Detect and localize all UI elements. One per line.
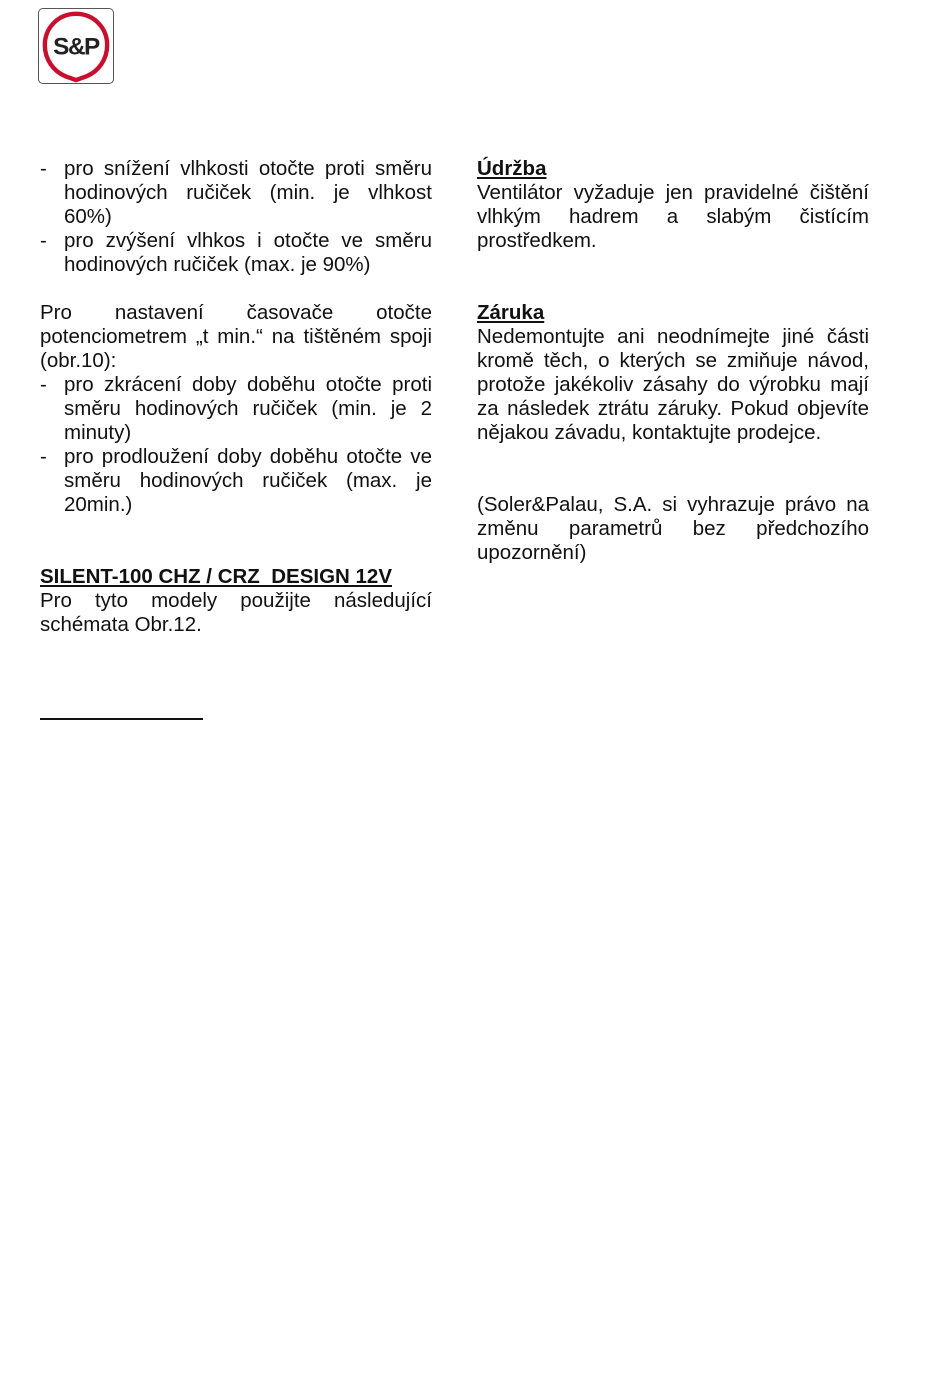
bullet-text: pro prodloužení doby doběhu otočte ve směru hodinových ručiček (max. je 20min.) bbox=[64, 445, 432, 516]
humidity-bullet-increase bbox=[40, 229, 432, 277]
timer-bullet-extend bbox=[40, 445, 432, 517]
sp-logo-icon bbox=[39, 9, 113, 83]
humidity-bullet-decrease bbox=[40, 157, 432, 229]
right-column bbox=[477, 157, 869, 565]
left-column bbox=[40, 157, 432, 637]
warranty-heading: Záruka bbox=[477, 301, 545, 324]
bullet-text: pro snížení vlhkosti otočte proti směru hodinových ručiček (min. je vlhkost 60%) bbox=[64, 157, 432, 228]
maintenance-text: Ventilátor vyžaduje jen pravidelné čištění vlhkým hadrem a slabým čistícím prostředkem. bbox=[477, 181, 869, 252]
logo-text: S&P bbox=[53, 33, 99, 61]
bullet-text: pro zvýšení vlhkos i otočte ve směru hodinových ručiček (max. je 90%) bbox=[64, 229, 432, 276]
bullet-dash: - bbox=[40, 445, 47, 468]
bullet-dash: - bbox=[40, 373, 47, 396]
timer-intro-paragraph: Pro nastavení časovače otočte potenciometrem „t min.“ na tištěném spoji (obr.10): bbox=[40, 301, 432, 372]
disclaimer-text: (Soler&Palau, S.A. si vyhrazuje právo na změnu parametrů bez předchozího upozornění) bbox=[477, 493, 869, 564]
company-logo bbox=[38, 8, 114, 84]
silent-section-heading: SILENT-100 CHZ / CRZ DESIGN 12V bbox=[40, 565, 392, 588]
bullet-dash: - bbox=[40, 157, 47, 180]
footnote-divider bbox=[40, 718, 203, 720]
silent-section-text: Pro tyto modely použijte následující schémata Obr.12. bbox=[40, 589, 432, 636]
timer-bullet-shorten bbox=[40, 373, 432, 445]
warranty-text: Nedemontujte ani neodnímejte jiné části kromě těch, o kterých se zmiňuje návod, protože jakékoliv zásahy do výrobku mají za následek ztrátu záruky. Pokud objevíte nějakou závadu, kontaktujte prodejce. bbox=[477, 325, 869, 444]
bullet-dash: - bbox=[40, 229, 47, 252]
maintenance-heading: Údržba bbox=[477, 157, 547, 180]
bullet-text: pro zkrácení doby doběhu otočte proti směru hodinových ručiček (min. je 2 minuty) bbox=[64, 373, 432, 444]
